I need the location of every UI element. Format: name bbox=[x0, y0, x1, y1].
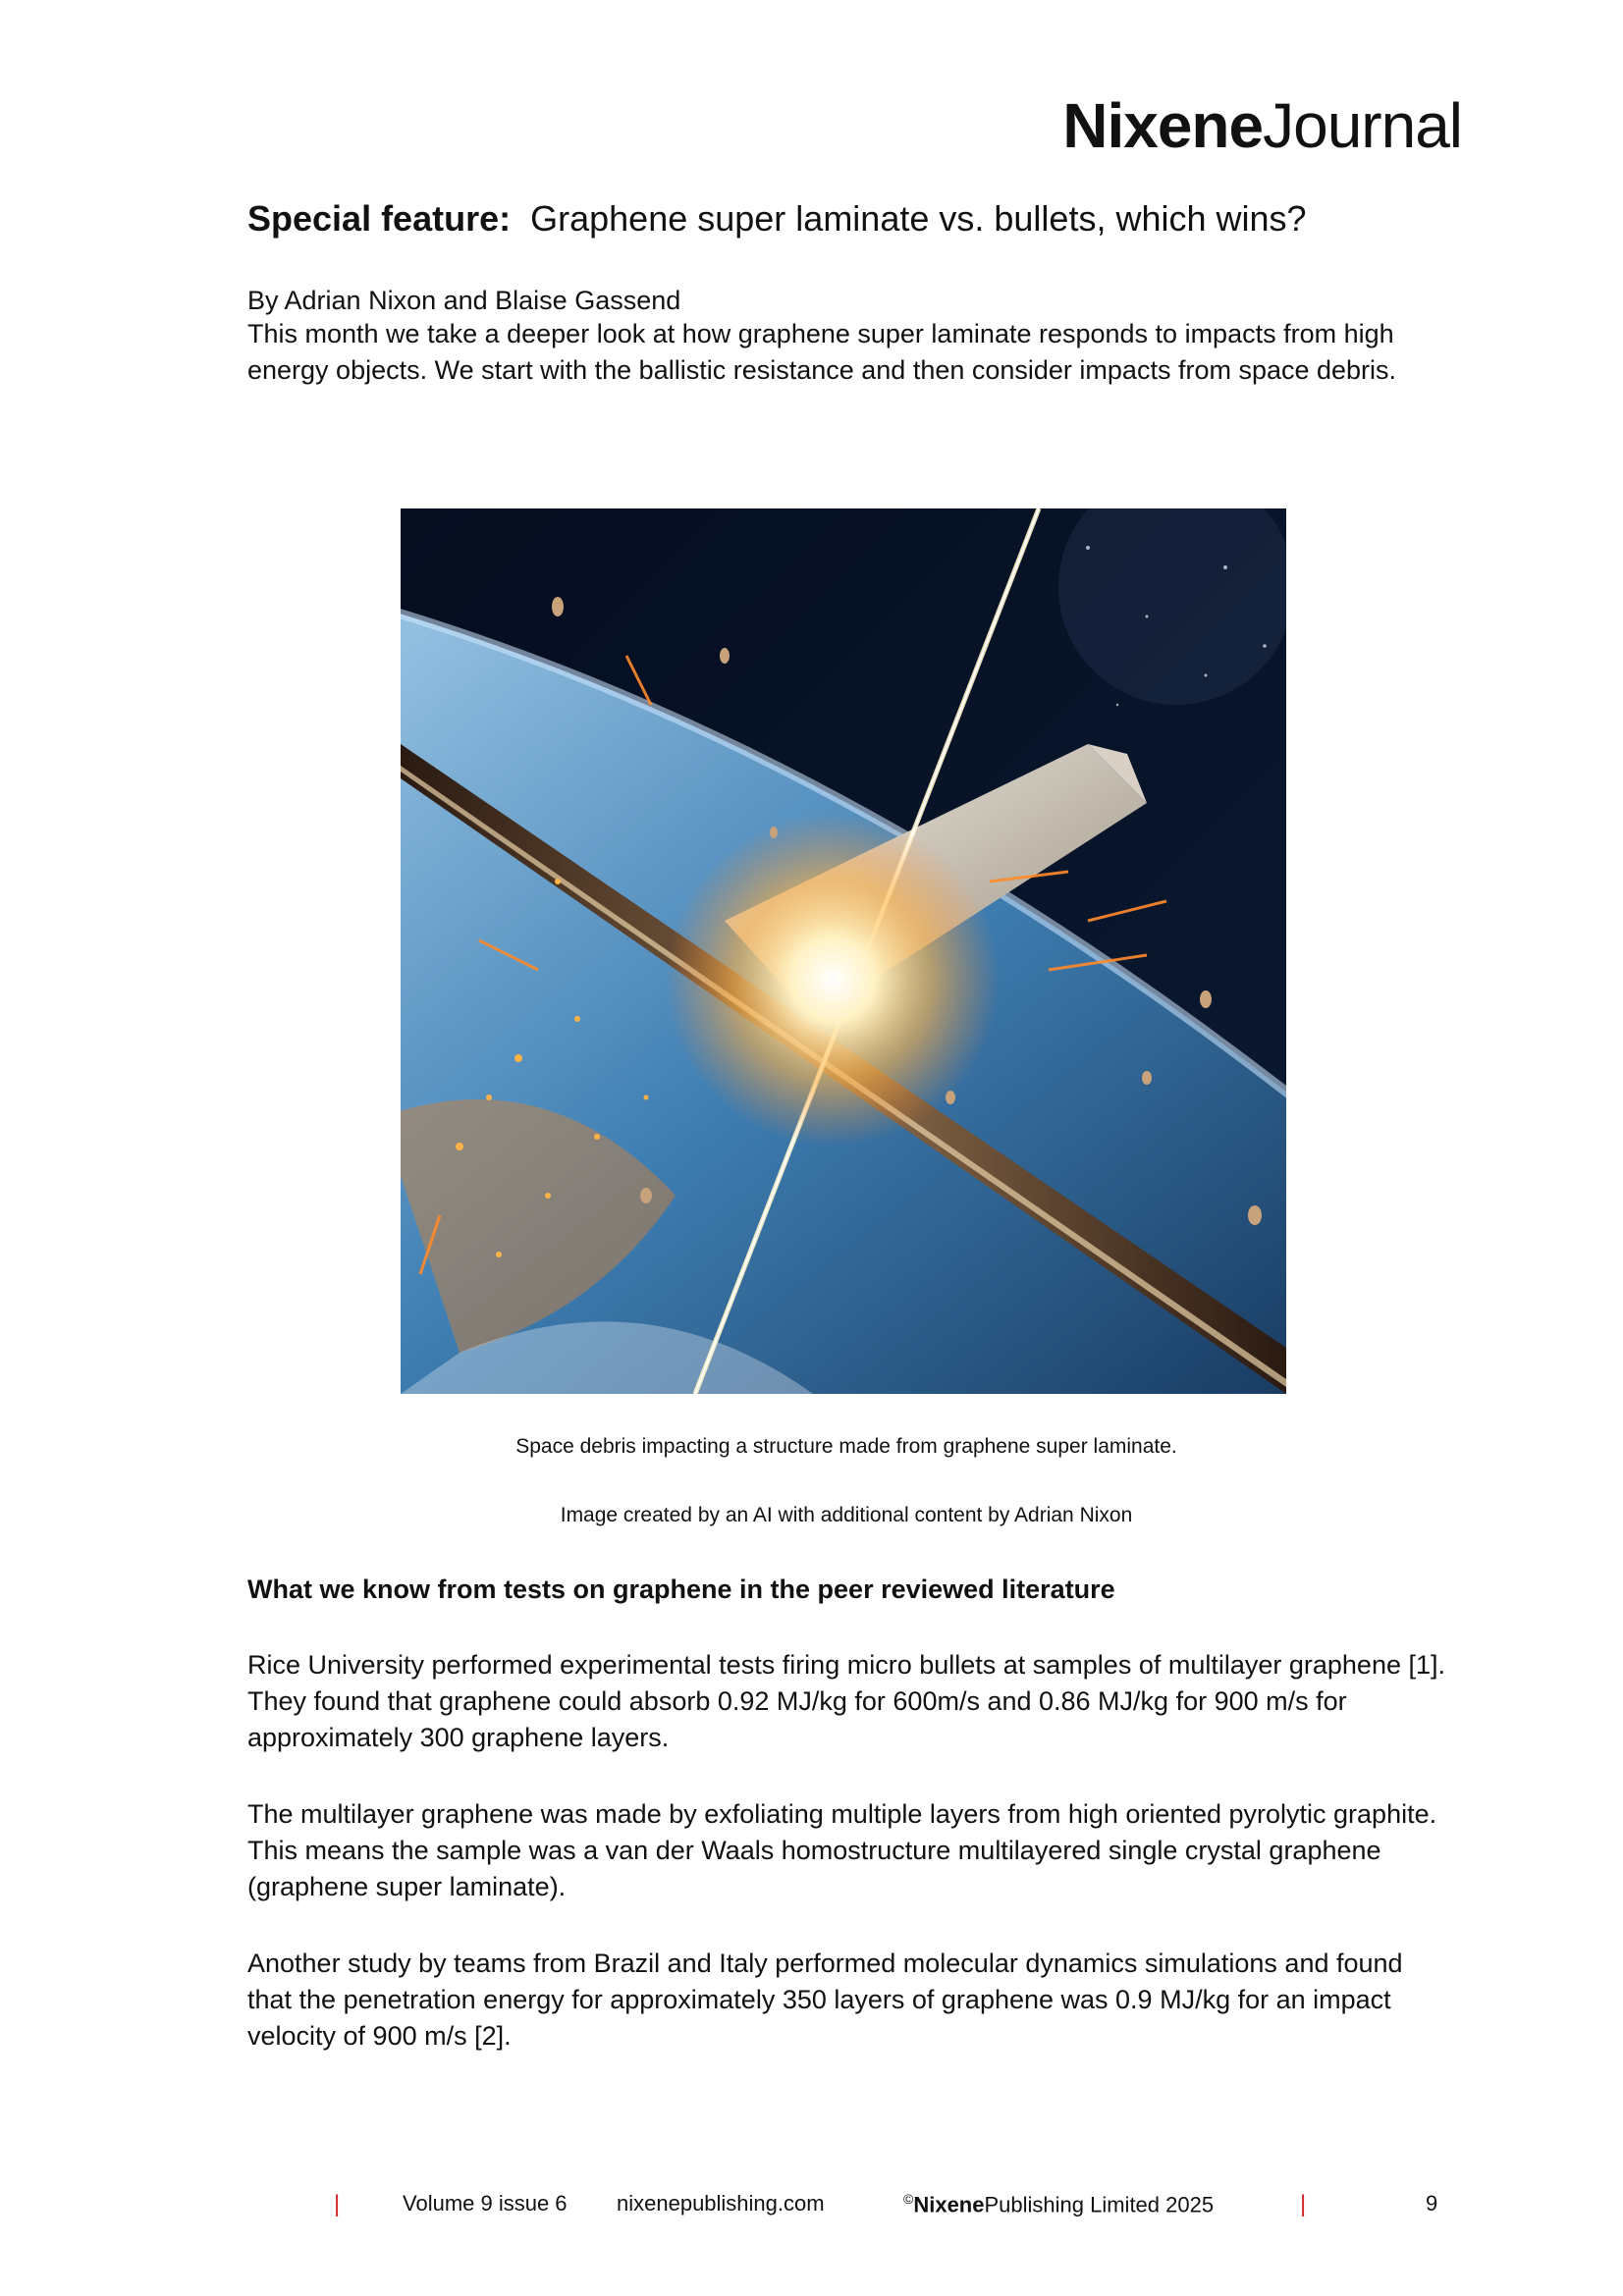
footer-separator-right: | bbox=[1300, 2191, 1307, 2217]
article-header bbox=[247, 196, 1445, 389]
page-footer bbox=[0, 2191, 1623, 2222]
footer-website-link[interactable]: nixenepublishing.com bbox=[617, 2191, 825, 2216]
headline-label: Special feature: bbox=[247, 198, 512, 239]
paragraph-rice-university: Rice University performed experimental tests firing micro bullets at samples of multilayer graphene [1]. They found that graphene could absorb 0.92 MJ/kg for 600m/s and 0.86 MJ/kg for 900 m/s for approximately 300 graphene layers. bbox=[247, 1650, 1445, 1752]
figure-credit: Image created by an AI with additional content by Adrian Nixon bbox=[560, 1504, 1133, 1526]
copyright-text: Publishing Limited 2025 bbox=[984, 2192, 1215, 2217]
article-figure bbox=[401, 508, 1286, 1394]
section-heading: What we know from tests on graphene in the peer reviewed literature bbox=[247, 1575, 1115, 1604]
figure-caption: Space debris impacting a structure made from graphene super laminate. bbox=[515, 1435, 1177, 1458]
article-intro: This month we take a deeper look at how graphene super laminate responds to impacts from high energy objects. We start with the ballistic resistance and then consider impacts from space debris. bbox=[247, 318, 1397, 385]
footer-copyright bbox=[903, 2191, 1214, 2217]
paragraph-multilayer-graphene: The multilayer graphene was made by exfoliating multiple layers from high oriented pyrolytic graphite. This means the sample was a van der Waals homostructure multilayered single crystal graphene (graphene super laminate). bbox=[247, 1799, 1437, 1901]
paragraph-brazil-italy-study: Another study by teams from Brazil and Italy performed molecular dynamics simulations and found that the penetration energy for approximately 350 layers of graphene was 0.9 MJ/kg for an impact velocity of 900 m/s [2]. bbox=[247, 1949, 1403, 2051]
page-number: 9 bbox=[1426, 2191, 1438, 2216]
journal-masthead bbox=[1062, 90, 1462, 161]
copyright-symbol: © bbox=[903, 2191, 914, 2207]
footer-volume: Volume 9 issue 6 bbox=[403, 2191, 568, 2216]
article-headline bbox=[247, 196, 1445, 242]
space-debris-impact-illustration bbox=[401, 508, 1286, 1394]
masthead-brand-bold: Nixene bbox=[1062, 90, 1264, 161]
masthead-brand-light: Journal bbox=[1263, 90, 1462, 161]
copyright-brand: Nixene bbox=[913, 2192, 985, 2217]
article-byline: By Adrian Nixon and Blaise Gassend bbox=[247, 285, 681, 315]
headline-text: Graphene super laminate vs. bullets, which wins? bbox=[530, 198, 1307, 239]
footer-separator-left: | bbox=[334, 2191, 341, 2217]
